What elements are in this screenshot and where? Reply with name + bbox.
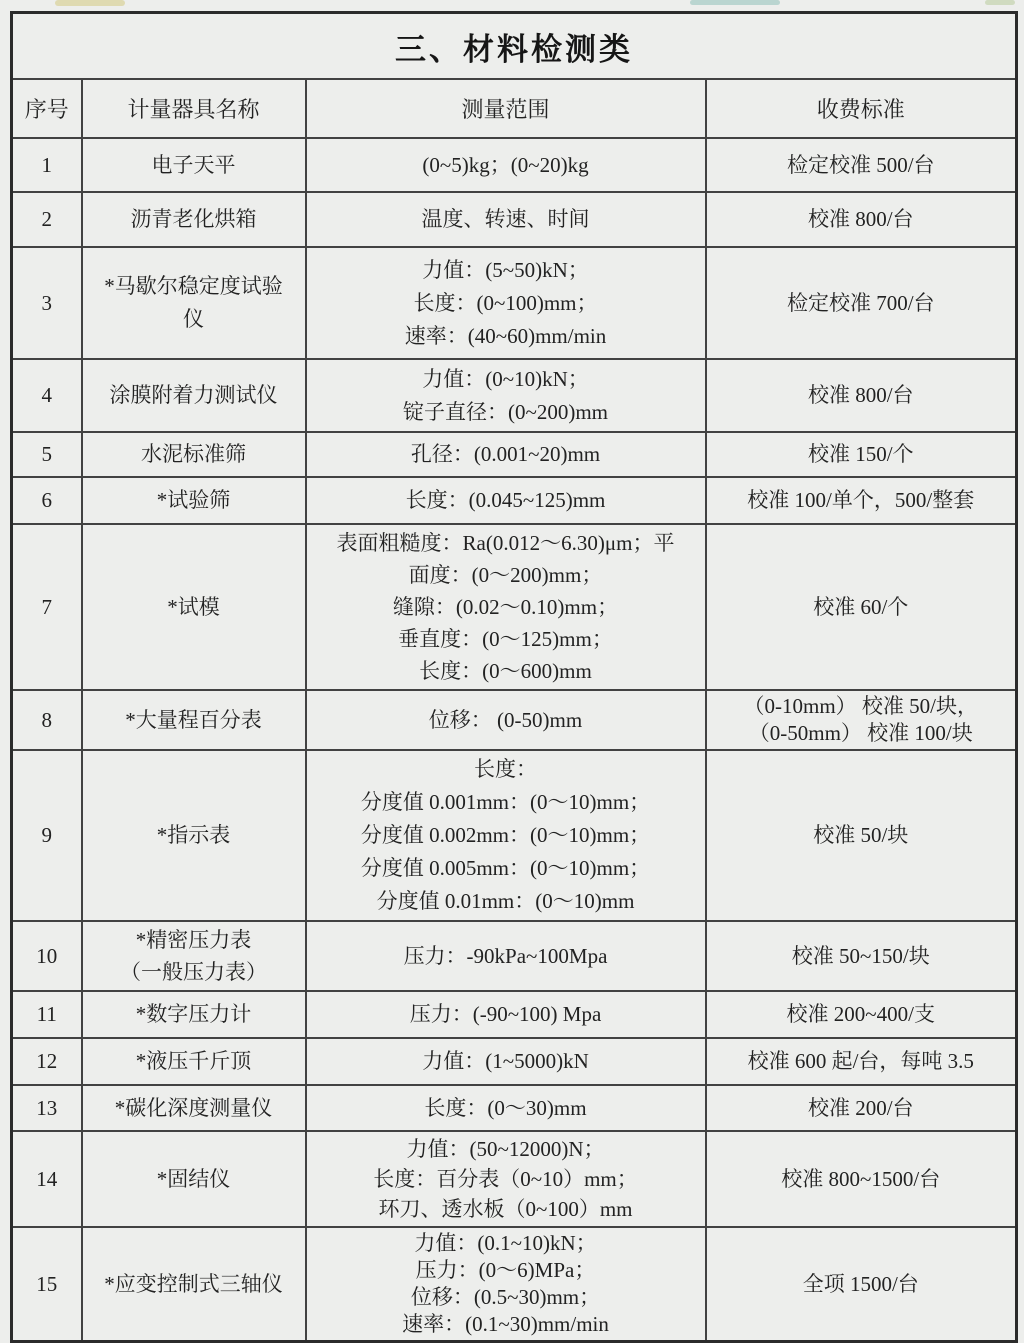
cell-line: 分度值 0.005mm：(0～10)mm； bbox=[360, 856, 651, 880]
cell-line: 力值：(0~10)kN； bbox=[422, 366, 589, 391]
measurement-range-cell bbox=[306, 432, 706, 477]
row-number-cell: 9 bbox=[12, 750, 82, 921]
cell-line: 校准 600 起/台，每吨 3.5 bbox=[747, 1049, 974, 1073]
scan-artifact bbox=[690, 0, 780, 5]
fee-standard-cell bbox=[706, 1131, 1017, 1227]
row-number-cell: 12 bbox=[12, 1038, 82, 1085]
cell-line: 校准 60/个 bbox=[813, 594, 909, 619]
cell-line: 沥青老化烘箱 bbox=[130, 207, 257, 231]
instrument-name-cell bbox=[82, 921, 306, 991]
cell-line: 速率：(40~60)mm/min bbox=[404, 323, 607, 348]
table-row bbox=[12, 1131, 1017, 1227]
fee-standard-cell bbox=[706, 1038, 1017, 1085]
fee-standard-cell bbox=[706, 138, 1017, 192]
measurement-range-cell bbox=[306, 1227, 706, 1342]
instrument-name-cell bbox=[82, 432, 306, 477]
measurement-range-cell bbox=[306, 359, 706, 432]
fee-standard-cell bbox=[706, 1227, 1017, 1342]
cell-line: 压力：(-90~100) Mpa bbox=[409, 1002, 602, 1026]
header-instrument-name: 计量器具名称 bbox=[82, 79, 306, 138]
cell-line: 力值：(5~50)kN； bbox=[422, 257, 589, 282]
cell-line: *应变控制式三轴仪 bbox=[104, 1271, 283, 1296]
cell-line: 水泥标准筛 bbox=[141, 442, 246, 466]
table-row bbox=[12, 477, 1017, 524]
instrument-name-cell bbox=[82, 524, 306, 690]
cell-line: 校准 800/台 bbox=[807, 383, 914, 407]
header-fee-standard: 收费标准 bbox=[706, 79, 1017, 138]
cell-line: 位移： (0-50)mm bbox=[428, 707, 583, 732]
header-measurement-range: 测量范围 bbox=[306, 79, 706, 138]
row-number-cell: 3 bbox=[12, 247, 82, 359]
cell-line: 温度、转速、时间 bbox=[421, 207, 590, 231]
fee-standard-cell bbox=[706, 477, 1017, 524]
cell-line: 力值：(50~12000)N； bbox=[406, 1137, 605, 1161]
cell-line: 速率：(0.1~30)mm/min bbox=[402, 1312, 609, 1336]
cell-line: *固结仪 bbox=[156, 1166, 231, 1191]
table-row bbox=[12, 1085, 1017, 1131]
table-row bbox=[12, 991, 1017, 1038]
scan-artifact bbox=[55, 0, 125, 6]
row-number-cell: 1 bbox=[12, 138, 82, 192]
fee-standard-cell bbox=[706, 750, 1017, 921]
table-header-row bbox=[12, 79, 1017, 138]
table-title-row bbox=[12, 13, 1017, 80]
measurement-range-cell bbox=[306, 750, 706, 921]
instrument-name-cell bbox=[82, 1085, 306, 1131]
fee-standard-cell bbox=[706, 1085, 1017, 1131]
cell-line: 校准 200~400/支 bbox=[786, 1002, 935, 1026]
table-row bbox=[12, 432, 1017, 477]
cell-line: *液压千斤顶 bbox=[135, 1049, 252, 1073]
cell-line: *马歇尔稳定度试验 bbox=[104, 274, 283, 298]
fee-standard-cell bbox=[706, 192, 1017, 247]
cell-line: 长度：百分表（0~10）mm； bbox=[373, 1167, 638, 1191]
table-row bbox=[12, 138, 1017, 192]
row-number-cell: 5 bbox=[12, 432, 82, 477]
instrument-name-cell bbox=[82, 477, 306, 524]
fee-standard-cell bbox=[706, 991, 1017, 1038]
measurement-range-cell bbox=[306, 921, 706, 991]
table-row bbox=[12, 1227, 1017, 1342]
cell-line: 分度值 0.01mm：(0～10)mm bbox=[376, 889, 635, 913]
instrument-name-cell bbox=[82, 750, 306, 921]
fee-standard-cell bbox=[706, 359, 1017, 432]
cell-line: *试验筛 bbox=[156, 488, 231, 512]
cell-line: 表面粗糙度：Ra(0.012～6.30)μm；平 bbox=[336, 531, 675, 555]
measurement-range-cell bbox=[306, 247, 706, 359]
scan-artifact bbox=[985, 0, 1015, 5]
cell-line: 面度：(0～200)mm； bbox=[408, 563, 603, 587]
cell-line: （0-10mm） 校准 50/块， bbox=[743, 694, 978, 718]
cell-line: 压力：(0～6)MPa； bbox=[415, 1258, 596, 1282]
fee-standard-cell bbox=[706, 921, 1017, 991]
fee-standard-cell bbox=[706, 247, 1017, 359]
cell-line: 长度： bbox=[474, 757, 537, 781]
cell-line: 长度：(0～30)mm bbox=[424, 1095, 587, 1120]
instrument-name-cell bbox=[82, 192, 306, 247]
cell-line: 校准 150/个 bbox=[807, 442, 914, 466]
cell-line: *碳化深度测量仪 bbox=[114, 1095, 273, 1120]
cell-line: 锭子直径：(0~200)mm bbox=[402, 399, 609, 424]
row-number-cell: 10 bbox=[12, 921, 82, 991]
cell-line: *指示表 bbox=[156, 823, 231, 847]
table-row bbox=[12, 1038, 1017, 1085]
instrument-name-cell bbox=[82, 1131, 306, 1227]
cell-line: 检定校准 700/台 bbox=[786, 290, 935, 315]
measurement-range-cell bbox=[306, 524, 706, 690]
cell-line: *精密压力表 bbox=[135, 928, 252, 952]
table-row bbox=[12, 359, 1017, 432]
table-row bbox=[12, 921, 1017, 991]
cell-line: 孔径：(0.001~20)mm bbox=[410, 442, 601, 466]
cell-line: 校准 50~150/块 bbox=[791, 943, 930, 968]
fee-standard-cell bbox=[706, 432, 1017, 477]
instrument-name-cell bbox=[82, 1227, 306, 1342]
cell-line: （0-50mm） 校准 100/块 bbox=[748, 721, 973, 745]
table-row bbox=[12, 750, 1017, 921]
cell-line: 力值：(1~5000)kN bbox=[422, 1049, 589, 1073]
row-number-cell: 4 bbox=[12, 359, 82, 432]
measurement-range-cell bbox=[306, 477, 706, 524]
measurement-range-cell bbox=[306, 192, 706, 247]
page-title: 三、材料检测类 bbox=[12, 13, 1017, 80]
row-number-cell: 8 bbox=[12, 690, 82, 750]
measurement-range-cell bbox=[306, 138, 706, 192]
measurement-range-cell bbox=[306, 1131, 706, 1227]
cell-line: *大量程百分表 bbox=[125, 707, 262, 732]
cell-line: 校准 200/台 bbox=[807, 1095, 914, 1120]
row-number-cell: 13 bbox=[12, 1085, 82, 1131]
cell-line: 校准 100/单个，500/整套 bbox=[747, 488, 975, 512]
row-number-cell: 6 bbox=[12, 477, 82, 524]
table-row bbox=[12, 247, 1017, 359]
cell-line: 长度：(0~100)mm； bbox=[413, 290, 598, 315]
cell-line: 校准 800/台 bbox=[807, 207, 914, 231]
instrument-name-cell bbox=[82, 991, 306, 1038]
table-row bbox=[12, 690, 1017, 750]
row-number-cell: 2 bbox=[12, 192, 82, 247]
cell-line: 垂直度：(0～125)mm； bbox=[398, 627, 613, 651]
measurement-range-cell bbox=[306, 1038, 706, 1085]
cell-line: 电子天平 bbox=[151, 152, 236, 177]
instrument-name-cell bbox=[82, 247, 306, 359]
fee-standard-cell bbox=[706, 524, 1017, 690]
cell-line: *数字压力计 bbox=[135, 1002, 252, 1026]
cell-line: 检定校准 500/台 bbox=[786, 152, 935, 177]
row-number-cell: 7 bbox=[12, 524, 82, 690]
cell-line: 校准 800~1500/台 bbox=[781, 1166, 941, 1191]
cell-line: 环刀、透水板（0~100）mm bbox=[378, 1197, 633, 1221]
cell-line: 位移：(0.5~30)mm； bbox=[410, 1285, 601, 1309]
instrument-name-cell bbox=[82, 138, 306, 192]
instrument-name-cell bbox=[82, 359, 306, 432]
cell-line: 仪 bbox=[183, 307, 204, 331]
fee-standard-cell bbox=[706, 690, 1017, 750]
cell-line: 全项 1500/台 bbox=[802, 1271, 919, 1296]
cell-line: *试模 bbox=[167, 594, 220, 619]
cell-line: 力值：(0.1~10)kN； bbox=[414, 1231, 597, 1255]
instrument-name-cell bbox=[82, 1038, 306, 1085]
cell-line: 校准 50/块 bbox=[813, 823, 909, 847]
row-number-cell: 11 bbox=[12, 991, 82, 1038]
measurement-range-cell bbox=[306, 1085, 706, 1131]
table-row bbox=[12, 192, 1017, 247]
row-number-cell: 14 bbox=[12, 1131, 82, 1227]
cell-line: 分度值 0.002mm：(0～10)mm； bbox=[360, 823, 651, 847]
cell-line: 长度：(0.045~125)mm bbox=[405, 488, 606, 512]
cell-line: 压力：-90kPa~100Mpa bbox=[403, 943, 608, 968]
row-number-cell: 15 bbox=[12, 1227, 82, 1342]
measurement-range-cell bbox=[306, 991, 706, 1038]
cell-line: 长度：(0～600)mm bbox=[419, 659, 592, 683]
header-serial-number: 序号 bbox=[12, 79, 82, 138]
cell-line: （一般压力表） bbox=[120, 960, 267, 984]
material-testing-fee-table bbox=[10, 11, 1018, 1343]
cell-line: (0~5)kg；(0~20)kg bbox=[422, 152, 589, 177]
cell-line: 分度值 0.001mm：(0～10)mm； bbox=[360, 790, 651, 814]
measurement-range-cell bbox=[306, 690, 706, 750]
table-row bbox=[12, 524, 1017, 690]
cell-line: 缝隙：(0.02～0.10)mm； bbox=[392, 595, 619, 619]
instrument-name-cell bbox=[82, 690, 306, 750]
cell-line: 涂膜附着力测试仪 bbox=[109, 383, 278, 407]
